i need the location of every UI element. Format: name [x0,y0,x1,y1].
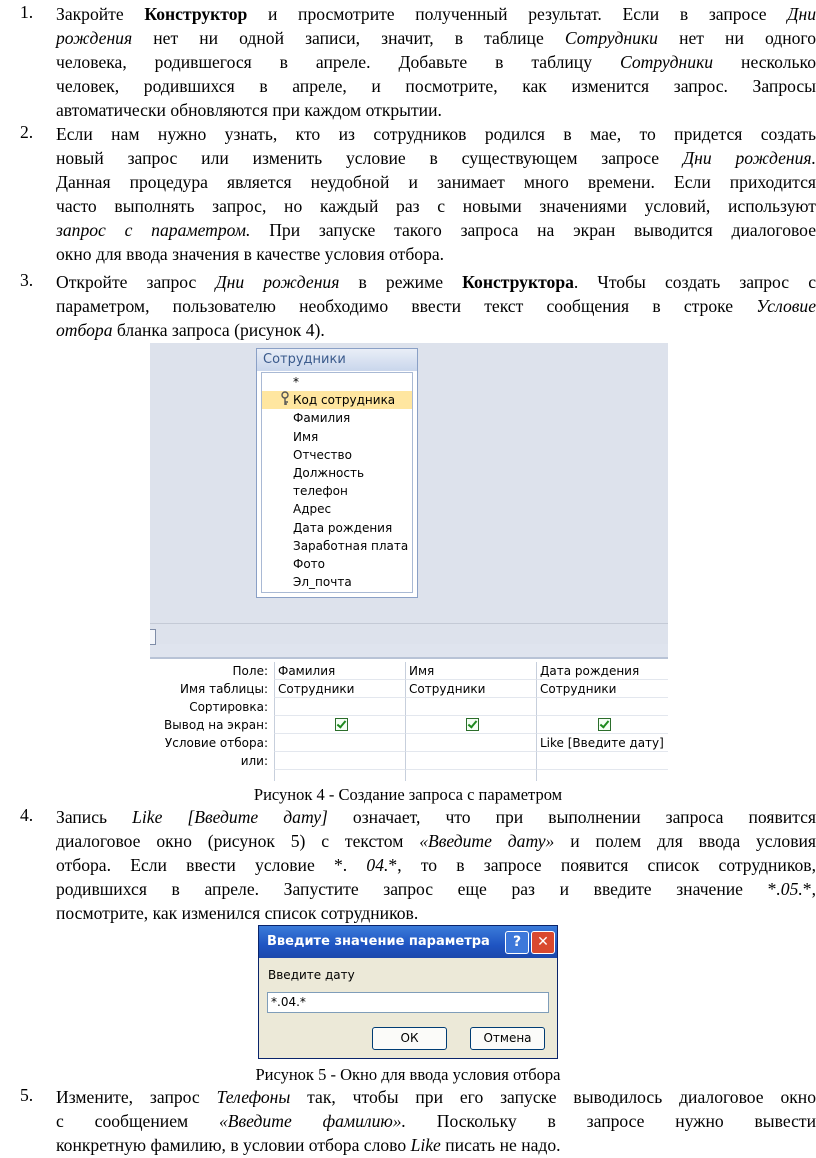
item-text [56,805,816,925]
grid-cell[interactable] [274,752,405,770]
show-checkbox[interactable] [335,718,348,731]
grid-cell[interactable] [405,734,536,752]
text-line: рождения нет ни одной записи, значит, в таблице Сотрудники нет ни одного [56,28,816,48]
grid-row-sort [150,698,668,716]
query-grid [150,657,668,781]
row-label: Вывод на экран: [164,718,268,732]
grid-cell[interactable] [536,698,668,716]
text-line: Запись Like [Введите дату] означает, что при выполнении запроса появится [56,807,816,827]
item-number: 4. [20,805,34,825]
grid-cell[interactable] [536,752,668,770]
field-list [261,372,413,593]
field-item[interactable]: телефон [293,484,348,499]
ok-button[interactable]: ОК [372,1027,447,1050]
field-item[interactable]: Отчество [293,447,352,462]
field-item[interactable]: Заработная плата [293,538,409,553]
show-checkbox[interactable] [598,718,611,731]
text-line: отбора. Если ввести условие *. 04.*, то в запросе появится список сотрудников, [56,855,816,875]
field-item[interactable]: * [293,375,299,389]
field-item[interactable]: Дата рождения [293,520,393,535]
item-number: 2. [20,122,34,142]
grid-cell [274,716,405,734]
text-line: диалоговое окно (рисунок 5) с текстом «Введите дату» и полем для ввода условия [56,831,816,851]
grid-cell[interactable]: Дата рождения [536,662,668,680]
grid-cell [405,716,536,734]
grid-cell[interactable] [405,770,536,781]
item-text [56,270,816,342]
grid-cell[interactable]: Like [Введите дату] [536,734,668,752]
grid-cell[interactable] [274,698,405,716]
field-item[interactable]: Должность [293,465,365,480]
pane-splitter[interactable] [150,623,668,644]
close-button[interactable]: ✕ [531,931,555,954]
text-line: конкретную фамилию, в условии отбора слово Like писать не надо. [56,1135,561,1155]
grid-cell[interactable] [405,752,536,770]
text-line: окно для ввода значения в качестве условия отбора. [56,244,445,264]
figure-5-caption: Рисунок 5 - Окно для ввода условия отбора [255,1065,561,1084]
help-button[interactable]: ? [505,931,529,954]
item-text [56,2,816,122]
grid-cell[interactable]: Сотрудники [536,680,668,698]
text-line: Измените, запрос Телефоны так, чтобы при его запуске выводилось диалоговое окно [56,1087,816,1107]
grid-cell[interactable] [274,734,405,752]
text-line: новый запрос или изменить условие в существующем запросе Дни рождения. [56,148,816,168]
item-text [56,1085,816,1157]
row-label: Условие отбора: [164,736,268,750]
text-line: Откройте запрос Дни рождения в режиме Конструктора. Чтобы создать запрос с [56,272,816,292]
text-line: с сообщением «Введите фамилию». Поскольку в запросе нужно вывести [56,1111,816,1131]
grid-cell[interactable] [405,698,536,716]
grid-cell[interactable]: Сотрудники [274,680,405,698]
field-item[interactable]: Адрес [293,502,332,517]
row-label: Имя таблицы: [180,682,268,696]
table-field-list[interactable] [256,348,418,598]
text-line: посмотрите, как изменился список сотрудников. [56,903,419,923]
grid-cell[interactable]: Имя [405,662,536,680]
text-line: запрос с параметром. При запуске такого запроса на экран выводится диалоговое [56,220,816,240]
table-pane [150,343,668,623]
cancel-button[interactable]: Отмена [470,1027,545,1050]
grid-row-or [150,752,668,770]
field-item[interactable]: Эл_почта [293,575,352,590]
text-line: автоматически обновляются при каждом открытии. [56,100,442,120]
prompt-label: Введите дату [268,968,355,982]
field-item[interactable]: Фамилия [293,411,351,426]
grid-row-criteria [150,734,668,752]
query-designer-figure [150,343,668,781]
grid-cell[interactable]: Фамилия [274,662,405,680]
key-icon [280,391,290,405]
grid-row-show [150,716,668,734]
parameter-dialog [258,925,558,1059]
text-line: Если нам нужно узнать, кто из сотрудников родился в мае, то придется создать [56,124,816,144]
field-item[interactable]: Имя [293,429,319,444]
grid-row-field [150,662,668,680]
grid-cell[interactable] [536,770,668,781]
dialog-title: Введите значение параметра [259,926,557,958]
item-number: 3. [20,270,34,290]
show-checkbox[interactable] [466,718,479,731]
text-line: часто выполнять запрос, но каждый раз с новыми значениями условий, используют [56,196,816,216]
row-label: или: [240,754,268,768]
text-line: человека, родившегося в апреле. Добавьте в таблицу Сотрудники несколько [56,52,816,72]
grid-cell[interactable] [274,770,405,781]
scrollbar-thumb[interactable] [150,629,156,645]
item-number: 5. [20,1085,34,1105]
grid-row-table [150,680,668,698]
table-title: Сотрудники [257,349,417,371]
text-line: Данная процедура является неудобной и занимает много времени. Если приходится [56,172,816,192]
grid-cell [536,716,668,734]
row-label: Поле: [232,664,268,678]
field-item[interactable]: Фото [293,556,326,571]
figure-4-caption: Рисунок 4 - Создание запроса с параметром [253,785,563,804]
text-line: родившихся в апреле. Запустите запрос еще раз и введите значение *.05.*, [56,879,816,899]
parameter-input[interactable]: *.04.* [267,992,549,1013]
row-label: Сортировка: [189,700,268,714]
field-item[interactable]: Код сотрудника [262,391,412,409]
item-text [56,122,816,266]
text-line: параметром, пользователю необходимо ввести текст сообщения в строке Условие [56,296,816,316]
item-number: 1. [20,2,34,22]
grid-row-empty [150,770,668,781]
text-line: человек, родившихся в апреле, и посмотрите, как изменится запрос. Запросы [56,76,816,96]
text-line: Закройте Конструктор и просмотрите полученный результат. Если в запросе Дни [56,4,816,24]
text-line: отбора бланка запроса (рисунок 4). [56,320,325,340]
grid-cell[interactable]: Сотрудники [405,680,536,698]
